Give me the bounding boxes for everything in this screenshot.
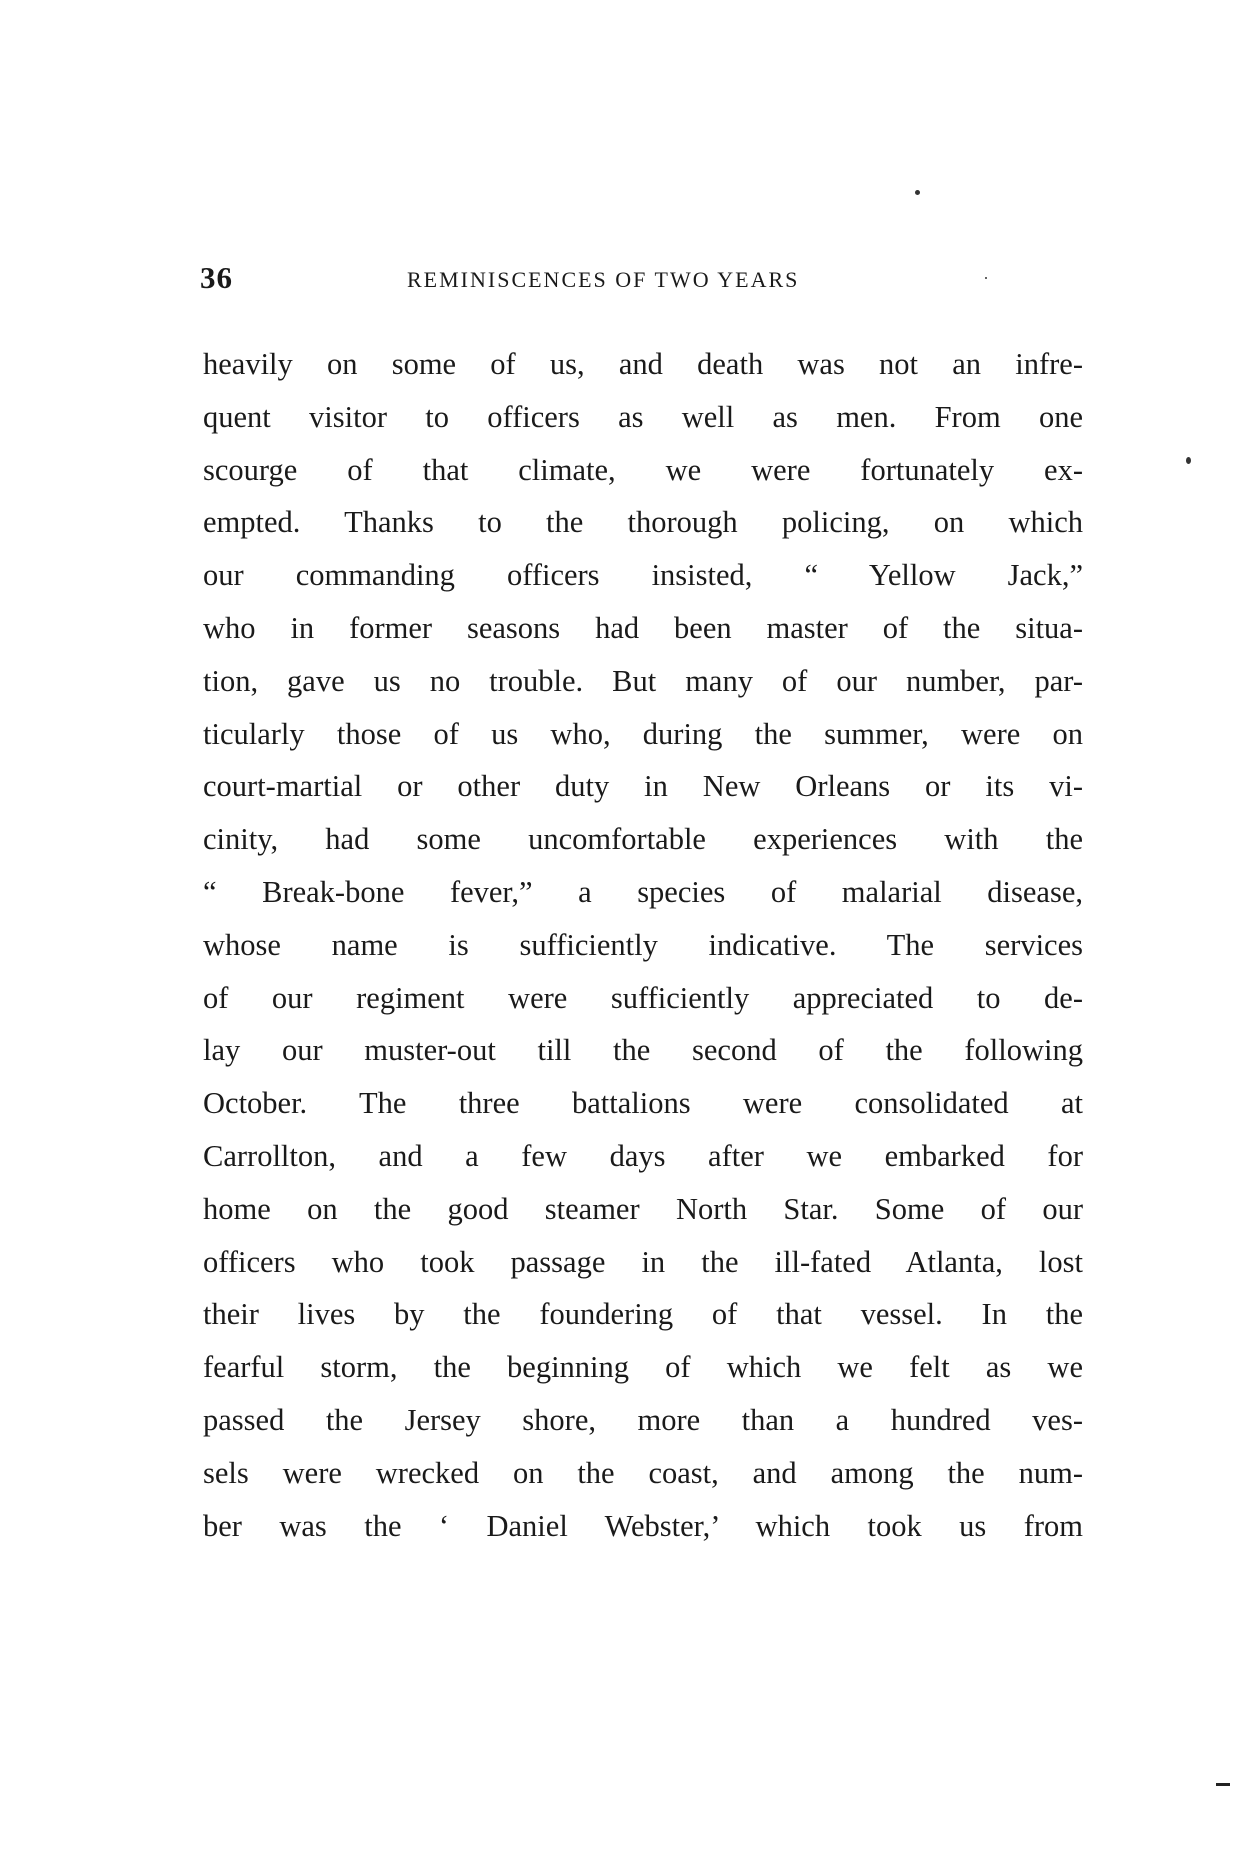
scan-speck	[985, 277, 987, 279]
scan-speck	[915, 190, 920, 195]
page-number: 36	[200, 260, 233, 295]
text-line: fearful storm, the beginning of which we felt as we	[203, 1350, 1083, 1385]
text-line: of our regiment were sufficiently appreciated to de-	[203, 980, 1083, 1015]
text-line: who in former seasons had been master of the situa-	[203, 610, 1083, 645]
text-line: court-martial or other duty in New Orleans or its vi-	[203, 769, 1083, 804]
text-line: ber was the ‘ Daniel Webster,’ which took us from	[203, 1508, 1083, 1543]
text-line: October. The three battalions were consolidated at	[203, 1086, 1083, 1121]
text-line: empted. Thanks to the thorough policing, on which	[203, 505, 1083, 540]
text-line: whose name is sufficiently indicative. The services	[203, 927, 1083, 962]
text-line: our commanding officers insisted, “ Yellow Jack,”	[203, 558, 1083, 593]
text-line: cinity, had some uncomfortable experiences with the	[203, 822, 1083, 857]
text-line: home on the good steamer North Star. Some of our	[203, 1191, 1083, 1226]
text-line: sels were wrecked on the coast, and among the num-	[203, 1455, 1083, 1490]
scan-speck	[1186, 457, 1191, 464]
text-line: passed the Jersey shore, more than a hundred ves-	[203, 1402, 1083, 1437]
text-line: ticularly those of us who, during the summer, were on	[203, 716, 1083, 751]
text-line: officers who took passage in the ill-fated Atlanta, lost	[203, 1244, 1083, 1279]
body-text	[203, 338, 1083, 1552]
text-line: Carrollton, and a few days after we embarked for	[203, 1138, 1083, 1173]
text-line: their lives by the foundering of that vessel. In the	[203, 1297, 1083, 1332]
text-line: tion, gave us no trouble. But many of our number, par-	[203, 663, 1083, 698]
scan-dash	[1216, 1783, 1230, 1786]
text-line: “ Break-bone fever,” a species of malarial disease,	[203, 874, 1083, 909]
text-line: heavily on some of us, and death was not an infre-	[203, 347, 1083, 381]
running-head: REMINISCENCES OF TWO YEARS	[407, 267, 800, 292]
page-header	[200, 258, 1086, 298]
text-line: scourge of that climate, we were fortunately ex-	[203, 452, 1083, 487]
text-line: lay our muster-out till the second of the following	[203, 1033, 1083, 1068]
text-line: quent visitor to officers as well as men. From one	[203, 399, 1083, 434]
